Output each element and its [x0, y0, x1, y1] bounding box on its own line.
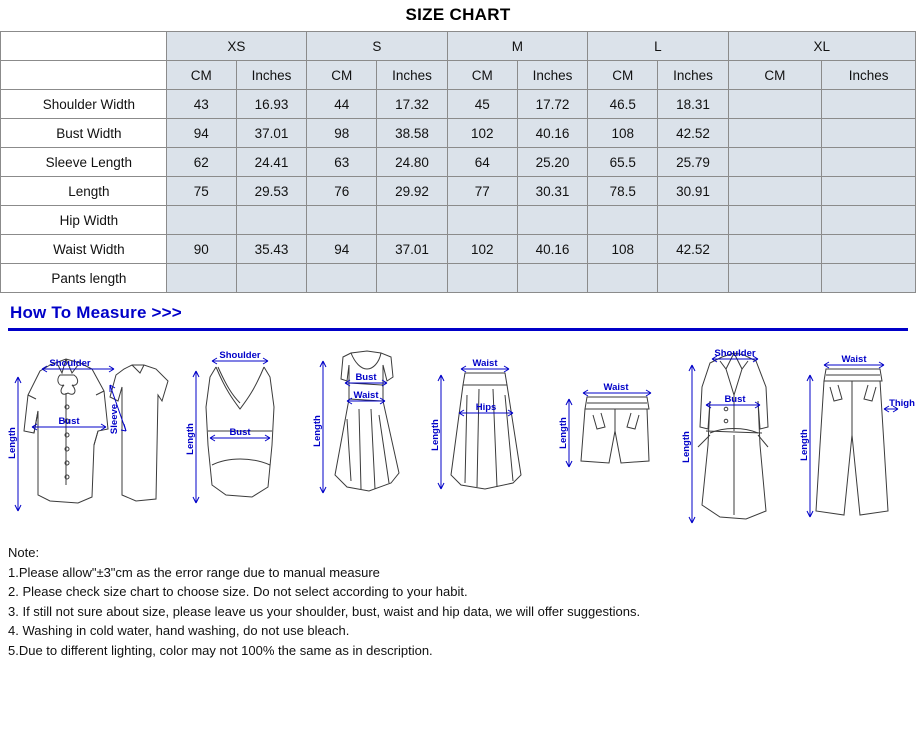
cell-bust-width-m-in: 40.16 [517, 119, 587, 148]
cell-hip-width-s-in [377, 206, 447, 235]
label-waist: Waist [353, 390, 379, 401]
label-length: Length [557, 417, 569, 449]
unit-cm-xl: CM [728, 61, 822, 90]
cell-hip-width-m-in [517, 206, 587, 235]
row-label-sleeve-length: Sleeve Length [1, 148, 167, 177]
label-sleeve: Sleeve [109, 403, 120, 435]
cell-pants-length-xl-in [822, 264, 916, 293]
cell-sleeve-length-s-cm: 63 [307, 148, 377, 177]
cell-hip-width-xs-cm [166, 206, 236, 235]
how-to-measure-heading: How To Measure >>> [10, 303, 182, 322]
note-heading: Note: [8, 545, 40, 560]
cell-hip-width-l-cm [588, 206, 658, 235]
cell-waist-width-s-cm: 94 [307, 235, 377, 264]
label-bust: Bust [58, 416, 80, 427]
how-to-measure-section-header [0, 303, 916, 331]
cell-shoulder-width-s-cm: 44 [307, 90, 377, 119]
cell-hip-width-s-cm [307, 206, 377, 235]
cell-hip-width-xl-in [822, 206, 916, 235]
table-row [1, 177, 916, 206]
cell-sleeve-length-xl-cm [728, 148, 822, 177]
label-length: Length [681, 431, 693, 463]
cell-waist-width-xl-in [822, 235, 916, 264]
cell-length-l-in: 30.91 [658, 177, 728, 206]
cell-pants-length-m-cm [447, 264, 517, 293]
cell-sleeve-length-xs-in: 24.41 [236, 148, 306, 177]
cell-length-m-cm: 77 [447, 177, 517, 206]
cell-length-m-in: 30.31 [517, 177, 587, 206]
note-line-3: 3. If still not sure about size, please leave us your shoulder, bust, waist and hip data, we will offer suggestions. [8, 603, 641, 619]
cell-pants-length-xs-cm [166, 264, 236, 293]
row-label-bust-width: Bust Width [1, 119, 167, 148]
label-length: Length [184, 423, 196, 455]
cell-shoulder-width-xl-cm [728, 90, 822, 119]
table-row [1, 90, 916, 119]
label-bust: Bust [355, 372, 377, 383]
note-section [0, 535, 916, 660]
size-chart-table [0, 31, 916, 293]
cell-bust-width-s-cm: 98 [307, 119, 377, 148]
table-row [1, 235, 916, 264]
table-row [1, 264, 916, 293]
table-row [1, 206, 916, 235]
size-header-l: L [588, 32, 728, 61]
cell-shoulder-width-m-cm: 45 [447, 90, 517, 119]
cell-shoulder-width-l-cm: 46.5 [588, 90, 658, 119]
cell-waist-width-xs-in: 35.43 [236, 235, 306, 264]
size-header-m: M [447, 32, 587, 61]
label-shoulder: Shoulder [49, 358, 91, 369]
label-bust: Bust [724, 394, 746, 405]
cell-shoulder-width-xl-in [822, 90, 916, 119]
cell-shoulder-width-xs-in: 16.93 [236, 90, 306, 119]
label-thigh: Thigh [889, 398, 915, 409]
cell-pants-length-s-in [377, 264, 447, 293]
cell-waist-width-s-in: 37.01 [377, 235, 447, 264]
cell-length-xs-in: 29.53 [236, 177, 306, 206]
unit-cm-l: CM [588, 61, 658, 90]
cell-bust-width-xl-cm [728, 119, 822, 148]
cell-shoulder-width-m-in: 17.72 [517, 90, 587, 119]
unit-cm-s: CM [307, 61, 377, 90]
note-line-4: 4. Washing in cold water, hand washing, do not use bleach. [8, 623, 350, 638]
label-waist: Waist [472, 358, 498, 369]
cell-shoulder-width-s-in: 17.32 [377, 90, 447, 119]
cell-hip-width-xl-cm [728, 206, 822, 235]
unit-in-l: Inches [658, 61, 728, 90]
cell-sleeve-length-m-cm: 64 [447, 148, 517, 177]
label-bust: Bust [229, 427, 251, 438]
cell-bust-width-m-cm: 102 [447, 119, 517, 148]
measure-figures [0, 335, 916, 535]
label-waist: Waist [603, 382, 629, 393]
cell-bust-width-l-cm: 108 [588, 119, 658, 148]
cell-waist-width-l-cm: 108 [588, 235, 658, 264]
cell-waist-width-m-cm: 102 [447, 235, 517, 264]
unit-in-m: Inches [517, 61, 587, 90]
note-line-5: 5.Due to different lighting, color may not 100% the same as in description. [8, 642, 433, 658]
cell-hip-width-xs-in [236, 206, 306, 235]
label-hips: Hips [475, 402, 497, 413]
size-header-s: S [307, 32, 447, 61]
cell-bust-width-s-in: 38.58 [377, 119, 447, 148]
cell-pants-length-s-cm [307, 264, 377, 293]
figure-pants [798, 335, 915, 530]
cell-bust-width-l-in: 42.52 [658, 119, 728, 148]
cell-pants-length-xs-in [236, 264, 306, 293]
cell-length-s-in: 29.92 [377, 177, 447, 206]
page-title: SIZE CHART [405, 5, 511, 24]
cell-pants-length-l-cm [588, 264, 658, 293]
table-corner-cell-2 [1, 61, 167, 90]
cell-length-s-cm: 76 [307, 177, 377, 206]
cell-pants-length-m-in [517, 264, 587, 293]
cell-length-xl-in [822, 177, 916, 206]
figure-camisole [182, 335, 300, 530]
cell-sleeve-length-l-cm: 65.5 [588, 148, 658, 177]
row-label-hip-width: Hip Width [1, 206, 167, 235]
cell-waist-width-xl-cm [728, 235, 822, 264]
cell-bust-width-xs-in: 37.01 [236, 119, 306, 148]
label-length: Length [429, 419, 441, 451]
figure-skirt [427, 335, 547, 530]
cell-waist-width-m-in: 40.16 [517, 235, 587, 264]
size-header-xs: XS [166, 32, 306, 61]
table-corner-cell [1, 32, 167, 61]
table-header-units [1, 61, 916, 90]
label-length: Length [312, 415, 324, 447]
row-label-waist-width: Waist Width [1, 235, 167, 264]
cell-waist-width-xs-cm: 90 [166, 235, 236, 264]
row-label-pants-length: Pants length [1, 264, 167, 293]
cell-sleeve-length-l-in: 25.79 [658, 148, 728, 177]
note-line-2: 2. Please check size chart to choose size. Do not select according to your habit. [8, 584, 468, 599]
row-label-shoulder-width: Shoulder Width [1, 90, 167, 119]
row-label-length: Length [1, 177, 167, 206]
figure-trench-coat [680, 335, 790, 530]
divider [8, 328, 908, 331]
unit-in-xl: Inches [822, 61, 916, 90]
table-row [1, 148, 916, 177]
figure-skater-dress [307, 335, 419, 530]
cell-bust-width-xl-in [822, 119, 916, 148]
cell-pants-length-xl-cm [728, 264, 822, 293]
figure-shorts [555, 335, 673, 530]
unit-in-xs: Inches [236, 61, 306, 90]
cell-hip-width-l-in [658, 206, 728, 235]
figure-blouse [6, 335, 174, 530]
cell-hip-width-m-cm [447, 206, 517, 235]
cell-sleeve-length-m-in: 25.20 [517, 148, 587, 177]
label-length: Length [798, 429, 810, 461]
cell-shoulder-width-xs-cm: 43 [166, 90, 236, 119]
label-waist: Waist [841, 354, 867, 365]
cell-length-l-cm: 78.5 [588, 177, 658, 206]
cell-length-xs-cm: 75 [166, 177, 236, 206]
cell-length-xl-cm [728, 177, 822, 206]
cell-sleeve-length-s-in: 24.80 [377, 148, 447, 177]
cell-shoulder-width-l-in: 18.31 [658, 90, 728, 119]
size-header-xl: XL [728, 32, 915, 61]
cell-bust-width-xs-cm: 94 [166, 119, 236, 148]
cell-pants-length-l-in [658, 264, 728, 293]
unit-cm-xs: CM [166, 61, 236, 90]
unit-in-s: Inches [377, 61, 447, 90]
note-line-1: 1.Please allow"±3"cm as the error range due to manual measure [8, 564, 380, 580]
label-length: Length [7, 427, 18, 459]
label-shoulder: Shoulder [714, 348, 756, 359]
label-shoulder: Shoulder [219, 350, 261, 361]
cell-sleeve-length-xl-in [822, 148, 916, 177]
cell-sleeve-length-xs-cm: 62 [166, 148, 236, 177]
cell-waist-width-l-in: 42.52 [658, 235, 728, 264]
table-header-sizes [1, 32, 916, 61]
unit-cm-m: CM [447, 61, 517, 90]
table-row [1, 119, 916, 148]
